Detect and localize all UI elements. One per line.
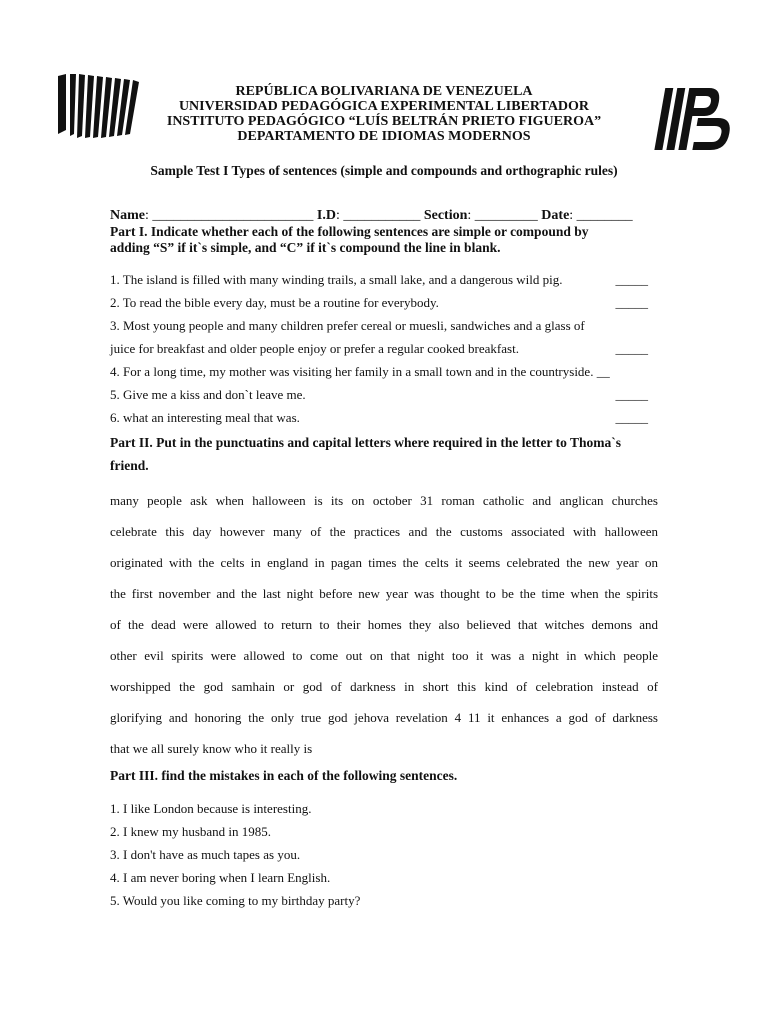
answer-blank[interactable]: _____ <box>615 341 648 356</box>
list-item <box>110 383 658 406</box>
list-item <box>110 314 658 337</box>
name-label: Name <box>110 208 145 223</box>
letter-line: celebrate this day however many of the practices and the customs associated with halloween <box>110 524 658 539</box>
answer-blank[interactable]: _____ <box>615 410 648 425</box>
letter-text <box>110 485 658 764</box>
part2-heading: Part II. Put in the punctuatins and capital letters where required in the letter to Thoma`s friend. <box>110 435 621 473</box>
sentence-text: 5. Give me a kiss and don`t leave me. <box>110 387 306 402</box>
letter-line: other evil spirits were allowed to come out on that night too it was a night in which people <box>110 648 658 663</box>
name-blank[interactable]: : _______________________ <box>145 208 317 223</box>
sentence-text: 2. To read the bible every day, must be a routine for everybody. <box>110 295 439 310</box>
list-item <box>110 268 658 291</box>
part3-heading: Part III. find the mistakes in each of the following sentences. <box>110 768 458 783</box>
letter-line: worshipped the god samhain or god of darkness in short this kind of celebration instead of <box>110 679 658 694</box>
id-blank[interactable]: : ___________ <box>335 208 424 223</box>
ipb-logo <box>652 84 740 154</box>
part1-sentence-list <box>110 268 658 429</box>
sentence-text: 1. The island is filled with many winding trails, a small lake, and a dangerous wild pig. <box>110 272 563 287</box>
list-item <box>110 406 658 429</box>
letter-line: many people ask when halloween is its on october 31 roman catholic and anglican churches <box>110 493 658 508</box>
letter-line: originated with the celts in england in pagan times the celts it seems celebrated the new year on <box>110 555 658 570</box>
letter-line: glorifying and honoring the only true god jehova revelation 4 11 it enhances a god of darkness <box>110 710 658 725</box>
student-info-line <box>110 208 670 224</box>
sentence-text: 3. Most young people and many children prefer cereal or muesli, sandwiches and a glass of <box>110 318 585 333</box>
answer-blank[interactable]: _____ <box>615 272 648 287</box>
sentence-text: 4. For a long time, my mother was visiting her family in a small town and in the countryside. __ <box>110 364 610 379</box>
header-line-university: UNIVERSIDAD PEDAGÓGICA EXPERIMENTAL LIBERTADOR <box>178 99 590 114</box>
list-item: 2. I knew my husband in 1985. <box>110 824 272 839</box>
university-logo <box>56 74 140 140</box>
sentence-text: juice for breakfast and older people enjoy or prefer a regular cooked breakfast. <box>110 341 519 356</box>
part1-heading-line: adding “S” if it`s simple, and “C” if it`s compound the line in blank. <box>110 240 501 255</box>
letter-line: that we all surely know who it really is <box>110 741 313 756</box>
list-item <box>110 291 658 314</box>
date-blank[interactable]: : ________ <box>569 208 633 223</box>
sentence-text: 6. what an interesting meal that was. <box>110 410 300 425</box>
letter-line: of the dead were allowed to return to their homes they also believed that witches demons and <box>110 617 658 632</box>
list-item <box>110 337 658 360</box>
part1-heading-line: Part I. Indicate whether each of the following sentences are simple or compound by <box>110 224 589 239</box>
section-blank[interactable]: : _________ <box>467 208 542 223</box>
list-item <box>110 360 658 383</box>
test-title: Sample Test I Types of sentences (simple and compounds and orthographic rules) <box>150 163 618 178</box>
date-label: Date <box>541 208 570 223</box>
institution-header <box>150 84 618 144</box>
part1-heading <box>110 224 658 256</box>
list-item: 4. I am never boring when I learn English. <box>110 870 331 885</box>
list-item: 5. Would you like coming to my birthday party? <box>110 893 361 908</box>
part3-sentence-list <box>110 797 658 912</box>
id-label: I.D <box>316 208 336 223</box>
header-line-republic: REPÚBLICA BOLIVARIANA DE VENEZUELA <box>235 84 533 99</box>
header-line-institute: INSTITUTO PEDAGÓGICO “LUÍS BELTRÁN PRIETO FIGUEROA” <box>166 114 602 129</box>
section-label: Section <box>423 208 468 223</box>
letter-line: the first november and the last night before new year was thought to be the time when the spirits <box>110 586 658 601</box>
answer-blank[interactable]: _____ <box>615 295 648 310</box>
answer-blank[interactable]: _____ <box>615 387 648 402</box>
list-item: 1. I like London because is interesting. <box>110 801 312 816</box>
header-line-department: DEPARTAMENTO DE IDIOMAS MODERNOS <box>237 129 531 144</box>
list-item: 3. I don't have as much tapes as you. <box>110 847 301 862</box>
